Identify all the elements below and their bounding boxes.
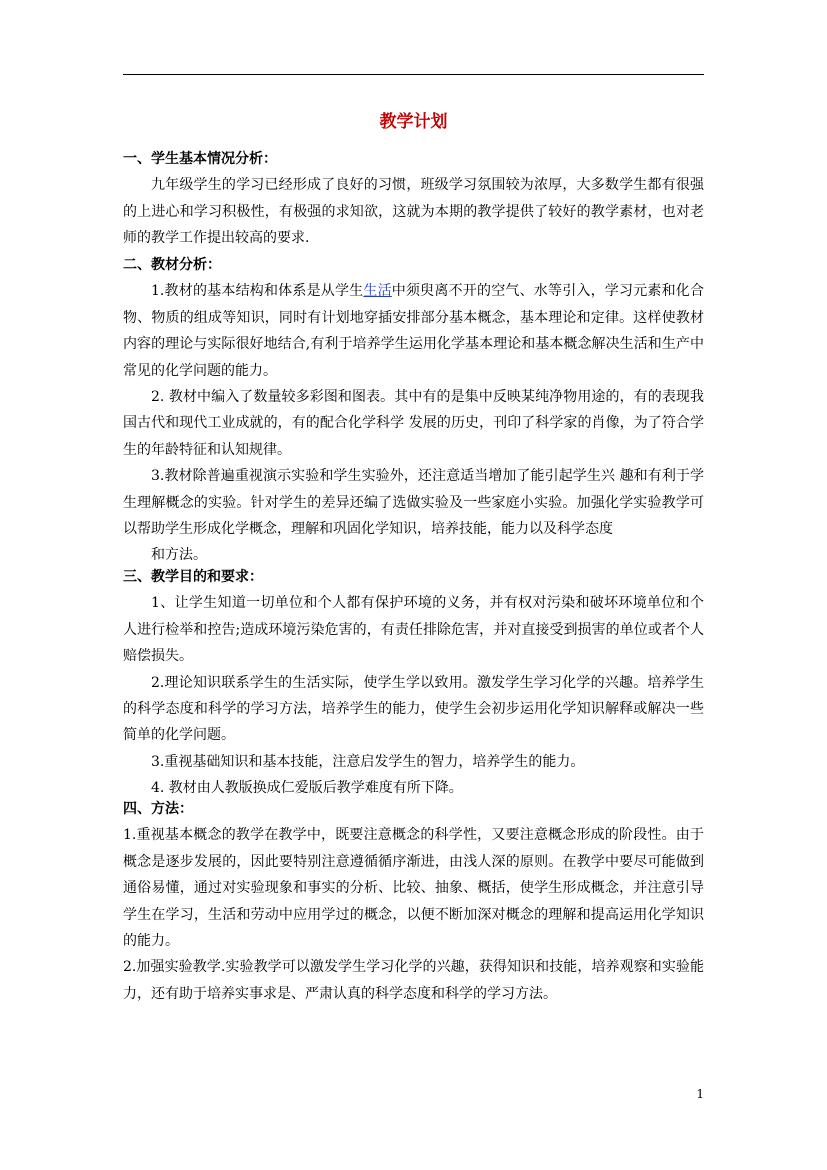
section-heading: 一、学生基本情况分析： xyxy=(123,151,277,167)
header-rule xyxy=(123,74,704,75)
paragraph: 4. 教材由人教版换成仁爱版后教学难度有所下降。 xyxy=(151,780,463,797)
document-title: 教学计划 xyxy=(379,112,448,132)
page-number: 1 xyxy=(696,1087,704,1101)
paragraph-text: 1.教材的基本结构和体系是从学生 xyxy=(151,283,364,300)
paragraph: 九年级学生的学习已经形成了良好的习惯，班级学习氛围较为浓厚，大多数学生都有很强的上进心和学习积极性，有极强的求知欲，这就为本期的教学提供了较好的教学素材，也对老师的教学工作提出较高的要求. xyxy=(123,177,704,247)
section-methods xyxy=(123,796,704,1007)
paragraph: 3.重视基础知识和基本技能，注意启发学生的智力，培养学生的能力。 xyxy=(151,753,585,770)
life-link[interactable]: 生活 xyxy=(363,283,392,300)
paragraph xyxy=(123,278,704,384)
paragraph: 1.重视基本概念的教学在教学中，既要注意概念的科学性，又要注意概念形成的阶段性。由于概念是逐步发展的，因此要特别注意遵循循序渐进，由浅人深的原则。在教学中要尽可能做到通俗易懂，通过对实验现象和事实的分析、比较、抽象、概括，使学生形成概念，并注意引导学生在学习，生活和劳动中应用学过的概念，以便不断加深对概念的理解和提高运用化学知识的能力。 xyxy=(123,827,704,950)
paragraph: 2.理论知识联系学生的生活实际，使学生学以致用。激发学生学习化学的兴趣。培养学生的科学态度和科学的学习方法，培养学生的能力，使学生会初步运用化学知识解释或解决一些简单的化学问题。 xyxy=(123,674,704,744)
paragraph: 1、让学生知道一切单位和个人都有保护环境的义务，并有权对污染和破坏环境单位和个人进行检举和控告;造成环境污染危害的，有责任排除危害，并对直接受到损害的单位或者个人赔偿损失。 xyxy=(123,595,704,665)
section-textbook-analysis xyxy=(123,252,704,569)
section-teaching-goals xyxy=(123,564,704,802)
section-student-analysis xyxy=(123,146,704,252)
paragraph-text: 中须臾离不开的空气、水等引入，学习元素和化合物、物质的组成等知识，同时有计划地穿插安排部分基本概念，基本理论和定律。这样使教材内容的理论与实际很好地结合,有利于培养学生运用化学基本理论和基本概念解决生活和生产中常见的化学问题的能力。 xyxy=(123,283,705,379)
paragraph: 和方法。 xyxy=(151,547,207,564)
paragraph: 2.加强实验教学.实验教学可以激发学生学习化学的兴趣，获得知识和技能，培养观察和实验能力，还有助于培养实事求是、严肃认真的科学态度和科学的学习方法。 xyxy=(123,959,704,1002)
section-heading: 三、教学目的和要求： xyxy=(123,569,263,585)
paragraph: 3.教材除普遍重视演示实验和学生实验外，还注意适当增加了能引起学生兴 趣和有利于学生理解概念的实验。针对学生的差异还编了选做实验及一些家庭小实验。加强化学实验教学可以帮助学生形成化学概念，理解和巩固化学知识，培养技能，能力以及科学态度 xyxy=(123,468,704,538)
section-heading: 四、方法： xyxy=(123,801,193,817)
section-heading: 二、教材分析： xyxy=(123,257,221,273)
paragraph: 2. 教材中编入了数量较多彩图和图表。其中有的是集中反映某纯净物用途的，有的表现我国古代和现代工业成就的，有的配合化学科学 发展的历史，刊印了科学家的肖像，为了符合学生的年龄特征和认知规律。 xyxy=(123,389,704,458)
